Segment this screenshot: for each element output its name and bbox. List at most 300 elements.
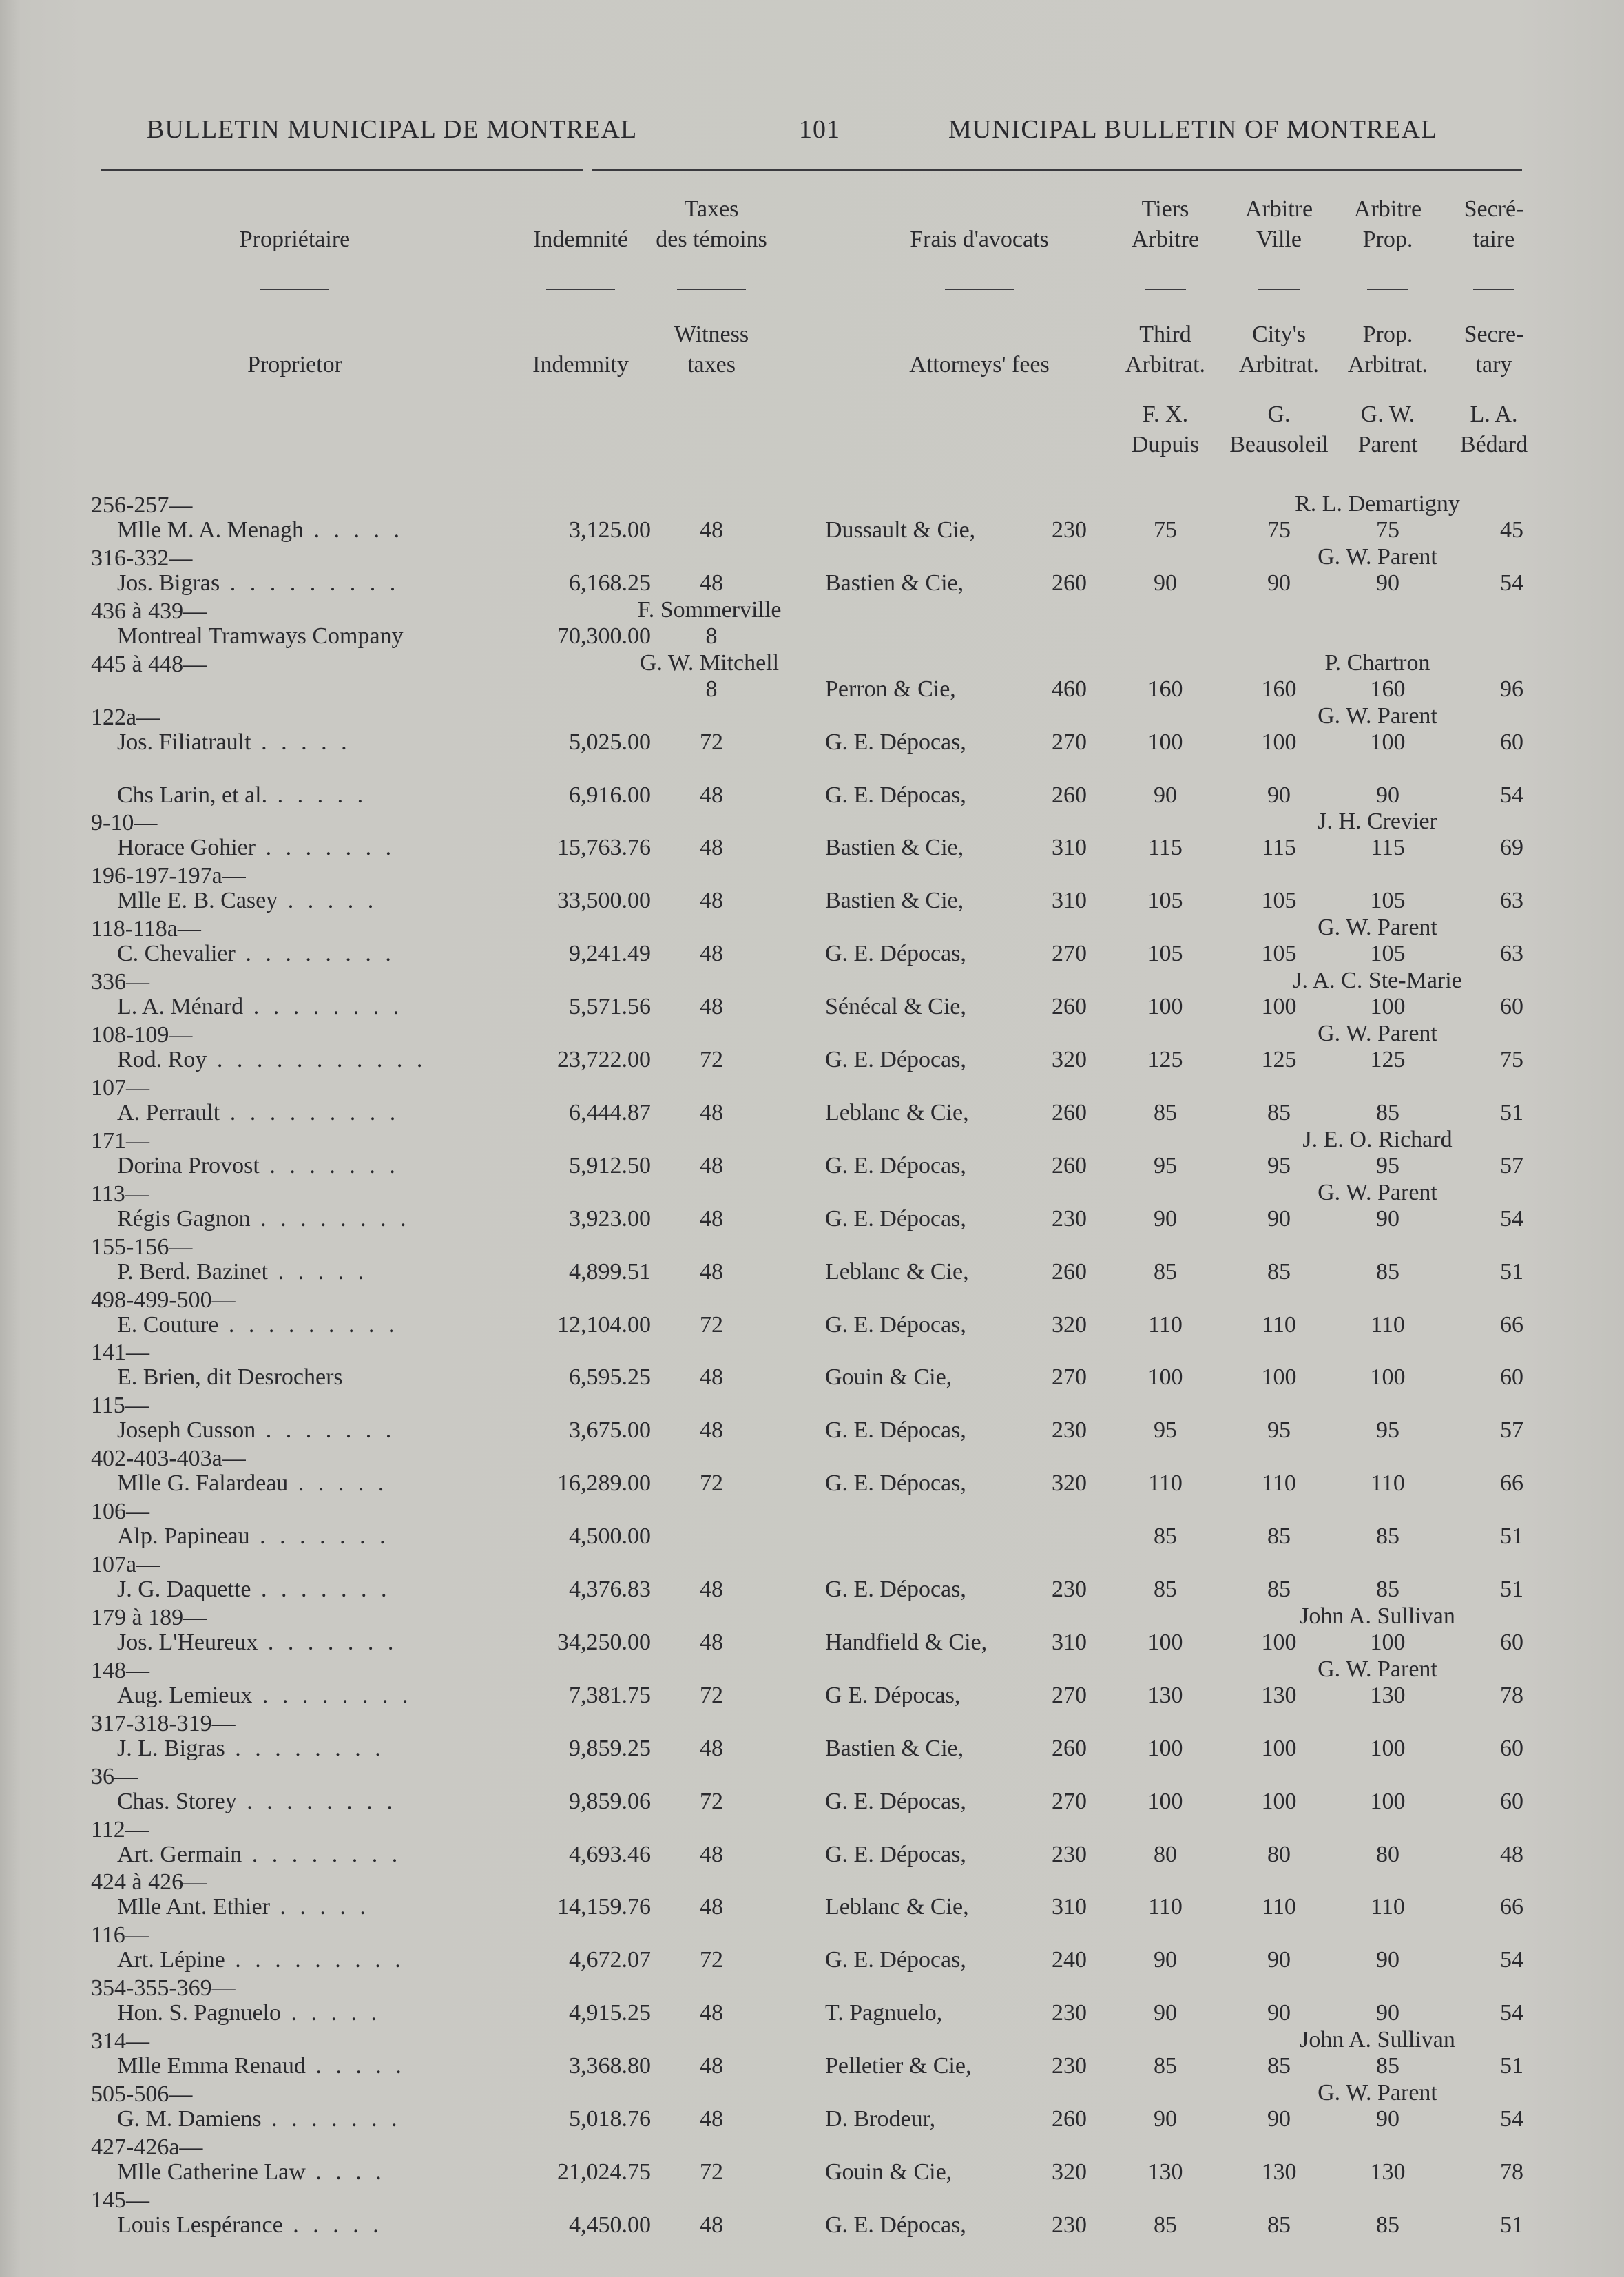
city-arbitrator-fee: 115 xyxy=(1262,835,1296,860)
secretary-fee: 57 xyxy=(1500,1153,1523,1178)
city-arbitrator-fee: 80 xyxy=(1267,1842,1291,1867)
third-arbitrator-fee: 105 xyxy=(1147,888,1183,913)
city-arbitrator-fee: 130 xyxy=(1261,2159,1297,2185)
third-arbitrator-fee: 90 xyxy=(1154,1947,1177,1973)
header-dash xyxy=(260,289,329,290)
secretary-fee: 78 xyxy=(1500,2159,1523,2185)
witness-tax-value: 72 xyxy=(700,1312,723,1338)
prop-arbitrator-fee: 90 xyxy=(1376,1206,1399,1231)
lot-number: 155-156— xyxy=(91,1234,193,1260)
third-arbitrator-fee: 85 xyxy=(1154,1259,1177,1285)
attorney-name: G. E. Dépocas, xyxy=(825,1789,966,1814)
lot-number: 107a— xyxy=(91,1552,160,1577)
attorney-name: Sénécal & Cie, xyxy=(825,994,966,1019)
header-dash xyxy=(1145,289,1186,290)
attorney-fee-value: 230 xyxy=(1052,1206,1087,1231)
col-header-fr-proprietor: Propriétaire xyxy=(239,227,351,252)
attorney-name: Gouin & Cie, xyxy=(825,2159,952,2185)
witness-tax-value: 72 xyxy=(700,729,723,755)
third-arbitrator-fee: 90 xyxy=(1154,782,1177,808)
lot-number: 122a— xyxy=(91,705,160,730)
witness-tax-value: 72 xyxy=(700,2159,723,2185)
proprietor-name: Hon. S. Pagnuelo . . . . . xyxy=(117,2000,381,2026)
attorney-name: Dussault & Cie, xyxy=(825,517,976,543)
witness-tax-value: 72 xyxy=(700,1470,723,1496)
secretary-fee: 60 xyxy=(1500,1789,1523,1814)
attorney-fee-value: 230 xyxy=(1052,517,1087,543)
proprietor-name: Chas. Storey . . . . . . . . xyxy=(117,1789,397,1814)
col-header-en-prop-arbitrator: Prop. Arbitrat. xyxy=(1347,322,1428,377)
proprietor-name: C. Chevalier . . . . . . . . xyxy=(117,941,395,966)
attorney-fee-value: 310 xyxy=(1052,1630,1087,1655)
lot-number: 427-426a— xyxy=(91,2134,203,2160)
third-arbitrator-fee: 110 xyxy=(1148,1312,1183,1338)
lot-number: 108-109— xyxy=(91,1022,193,1048)
secretary-fee: 54 xyxy=(1500,782,1523,808)
prop-arbitrator-fee: 110 xyxy=(1371,1470,1405,1496)
attorney-name: Leblanc & Cie, xyxy=(825,1894,969,1920)
col-header-person: G. Beausoleil xyxy=(1229,402,1329,457)
city-arbitrator-fee: 100 xyxy=(1261,994,1297,1019)
indemnity-value: 14,159.76 xyxy=(557,1894,651,1920)
third-arbitrator-fee: 100 xyxy=(1147,729,1183,755)
secretary-fee: 66 xyxy=(1500,1470,1523,1496)
arbitrator-name: G. W. Parent xyxy=(1318,1180,1437,1205)
prop-arbitrator-fee: 85 xyxy=(1376,1577,1399,1602)
third-arbitrator-fee: 90 xyxy=(1154,570,1177,596)
secretary-fee: 60 xyxy=(1500,729,1523,755)
secretary-fee: 54 xyxy=(1500,2000,1523,2026)
proprietor-name: Joseph Cusson . . . . . . . xyxy=(117,1417,396,1443)
third-arbitrator-fee: 115 xyxy=(1148,835,1183,860)
attorney-name: Gouin & Cie, xyxy=(825,1364,952,1390)
indemnity-value: 33,500.00 xyxy=(557,888,651,913)
col-header-en-attorneys-fees: Attorneys' fees xyxy=(909,352,1050,377)
indemnity-value: 4,376.83 xyxy=(569,1577,651,1602)
indemnity-value: 34,250.00 xyxy=(557,1630,651,1655)
prop-arbitrator-fee: 85 xyxy=(1376,2212,1399,2238)
proprietor-name: Jos. Filiatrault . . . . . xyxy=(117,729,351,755)
arbitrator-name: J. E. O. Richard xyxy=(1302,1127,1453,1152)
city-arbitrator-fee: 85 xyxy=(1267,1524,1291,1549)
witness-tax-value: 48 xyxy=(700,570,723,596)
third-arbitrator-fee: 85 xyxy=(1154,1524,1177,1549)
arbitrator-name: G. W. Parent xyxy=(1318,915,1437,940)
third-arbitrator-fee: 100 xyxy=(1147,1630,1183,1655)
proprietor-name: L. A. Ménard . . . . . . . . xyxy=(117,994,404,1019)
attorney-fee-value: 310 xyxy=(1052,835,1087,860)
third-arbitrator-fee: 160 xyxy=(1147,676,1183,702)
third-arbitrator-fee: 130 xyxy=(1147,2159,1183,2185)
lot-number: 505-506— xyxy=(91,2081,193,2107)
secretary-fee: 60 xyxy=(1500,994,1523,1019)
attorney-fee-value: 320 xyxy=(1052,1312,1087,1338)
third-arbitrator-fee: 80 xyxy=(1154,1842,1177,1867)
proprietor-name: Aug. Lemieux . . . . . . . . xyxy=(117,1683,413,1708)
witness-tax-value: 48 xyxy=(700,1630,723,1655)
third-arbitrator-fee: 110 xyxy=(1148,1894,1183,1920)
proprietor-name: Jos. Bigras . . . . . . . . . xyxy=(117,570,400,596)
lot-number: 402-403-403a— xyxy=(91,1446,246,1471)
attorney-name: Bastien & Cie, xyxy=(825,888,964,913)
indemnity-value: 70,300.00 xyxy=(557,623,651,649)
attorney-name: G. E. Dépocas, xyxy=(825,1577,966,1602)
prop-arbitrator-fee: 90 xyxy=(1376,2106,1399,2132)
city-arbitrator-fee: 90 xyxy=(1267,570,1291,596)
attorney-fee-value: 260 xyxy=(1052,1259,1087,1285)
third-arbitrator-fee: 100 xyxy=(1147,994,1183,1019)
header-right: MUNICIPAL BULLETIN OF MONTREAL xyxy=(948,115,1438,144)
prop-arbitrator-fee: 125 xyxy=(1370,1047,1406,1072)
indemnity-value: 4,693.46 xyxy=(569,1842,651,1867)
prop-arbitrator-fee: 100 xyxy=(1370,1630,1406,1655)
attorney-fee-value: 260 xyxy=(1052,2106,1087,2132)
attorney-fee-value: 320 xyxy=(1052,2159,1087,2185)
attorney-name: Bastien & Cie, xyxy=(825,835,964,860)
indemnity-value: 5,912.50 xyxy=(569,1153,651,1178)
third-arbitrator-fee: 85 xyxy=(1154,1577,1177,1602)
city-arbitrator-fee: 85 xyxy=(1267,2212,1291,2238)
secretary-fee: 69 xyxy=(1500,835,1523,860)
secretary-fee: 96 xyxy=(1500,676,1523,702)
lot-number: 196-197-197a— xyxy=(91,863,246,888)
secretary-fee: 51 xyxy=(1500,1100,1523,1125)
witness-name: F. Sommerville xyxy=(637,597,782,623)
secretary-fee: 45 xyxy=(1500,517,1523,543)
secretary-fee: 54 xyxy=(1500,1206,1523,1231)
proprietor-name: G. M. Damiens . . . . . . . xyxy=(117,2106,402,2132)
prop-arbitrator-fee: 100 xyxy=(1370,994,1406,1019)
attorney-fee-value: 270 xyxy=(1052,1789,1087,1814)
secretary-fee: 60 xyxy=(1500,1630,1523,1655)
col-header-en-witness-taxes: Witness taxes xyxy=(674,322,749,377)
secretary-fee: 57 xyxy=(1500,1417,1523,1443)
third-arbitrator-fee: 90 xyxy=(1154,2106,1177,2132)
proprietor-name: Mlle M. A. Menagh . . . . . xyxy=(117,517,404,543)
secretary-fee: 78 xyxy=(1500,1683,1523,1708)
secretary-fee: 54 xyxy=(1500,2106,1523,2132)
lot-number: 113— xyxy=(91,1181,149,1207)
third-arbitrator-fee: 105 xyxy=(1147,941,1183,966)
attorney-name: G. E. Dépocas, xyxy=(825,1312,966,1338)
arbitrator-name: John A. Sullivan xyxy=(1300,2027,1455,2052)
indemnity-value: 6,168.25 xyxy=(569,570,651,596)
third-arbitrator-fee: 100 xyxy=(1147,1736,1183,1761)
attorney-fee-value: 310 xyxy=(1052,888,1087,913)
prop-arbitrator-fee: 100 xyxy=(1370,1789,1406,1814)
prop-arbitrator-fee: 90 xyxy=(1376,1947,1399,1973)
lot-number: 148— xyxy=(91,1658,149,1683)
prop-arbitrator-fee: 80 xyxy=(1376,1842,1399,1867)
indemnity-value: 5,571.56 xyxy=(569,994,651,1019)
indemnity-value: 3,675.00 xyxy=(569,1417,651,1443)
city-arbitrator-fee: 75 xyxy=(1267,517,1291,543)
city-arbitrator-fee: 95 xyxy=(1267,1417,1291,1443)
proprietor-name: J. G. Daquette . . . . . . . xyxy=(117,1577,391,1602)
lot-number: 336— xyxy=(91,969,149,995)
col-header-fr-attorneys-fees: Frais d'avocats xyxy=(910,227,1049,252)
lot-number: 106— xyxy=(91,1499,149,1524)
attorney-fee-value: 310 xyxy=(1052,1894,1087,1920)
lot-number: 118-118a— xyxy=(91,916,201,942)
prop-arbitrator-fee: 85 xyxy=(1376,1524,1399,1549)
prop-arbitrator-fee: 100 xyxy=(1370,1364,1406,1390)
arbitrator-name: G. W. Parent xyxy=(1318,703,1437,729)
city-arbitrator-fee: 110 xyxy=(1262,1894,1296,1920)
lot-number: 116— xyxy=(91,1922,149,1948)
attorney-fee-value: 230 xyxy=(1052,1842,1087,1867)
attorney-name: G. E. Dépocas, xyxy=(825,1206,966,1231)
lot-number: 445 à 448— xyxy=(91,652,207,677)
city-arbitrator-fee: 90 xyxy=(1267,2106,1291,2132)
witness-tax-value: 48 xyxy=(700,994,723,1019)
proprietor-name: Mlle E. B. Casey . . . . . xyxy=(117,888,378,913)
attorney-name: D. Brodeur, xyxy=(825,2106,936,2132)
col-header-person: L. A. Bédard xyxy=(1459,402,1528,457)
attorney-fee-value: 260 xyxy=(1052,782,1087,808)
proprietor-name: E. Brien, dit Desrochers xyxy=(117,1364,343,1390)
attorney-fee-value: 320 xyxy=(1052,1470,1087,1496)
city-arbitrator-fee: 130 xyxy=(1261,1683,1297,1708)
secretary-fee: 48 xyxy=(1500,1842,1523,1867)
proprietor-name: Mlle Ant. Ethier . . . . . xyxy=(117,1894,370,1920)
prop-arbitrator-fee: 85 xyxy=(1376,1100,1399,1125)
city-arbitrator-fee: 110 xyxy=(1262,1470,1296,1496)
prop-arbitrator-fee: 85 xyxy=(1376,1259,1399,1285)
third-arbitrator-fee: 90 xyxy=(1154,1206,1177,1231)
witness-tax-value: 48 xyxy=(700,782,723,808)
col-header-en-secretary: Secre- tary xyxy=(1464,322,1524,377)
indemnity-value: 3,923.00 xyxy=(569,1206,651,1231)
indemnity-value: 21,024.75 xyxy=(557,2159,651,2185)
header-left: BULLETIN MUNICIPAL DE MONTREAL xyxy=(147,115,638,144)
indemnity-value: 4,500.00 xyxy=(569,1524,651,1549)
attorney-name: G. E. Dépocas, xyxy=(825,1047,966,1072)
witness-tax-value: 48 xyxy=(700,2106,723,2132)
indemnity-value: 4,899.51 xyxy=(569,1259,651,1285)
attorney-fee-value: 230 xyxy=(1052,1417,1087,1443)
attorney-name: G E. Dépocas, xyxy=(825,1683,961,1708)
col-header-person: G. W. Parent xyxy=(1357,402,1418,457)
lot-number: 316-332— xyxy=(91,545,193,571)
attorney-name: G. E. Dépocas, xyxy=(825,1947,966,1973)
prop-arbitrator-fee: 105 xyxy=(1370,888,1406,913)
secretary-fee: 51 xyxy=(1500,1524,1523,1549)
proprietor-name: Mlle G. Falardeau . . . . . xyxy=(117,1470,388,1496)
proprietor-name: Mlle Emma Renaud . . . . . xyxy=(117,2053,406,2079)
attorney-fee-value: 230 xyxy=(1052,1577,1087,1602)
witness-tax-value: 48 xyxy=(700,1259,723,1285)
indemnity-value: 4,915.25 xyxy=(569,2000,651,2026)
attorney-fee-value: 230 xyxy=(1052,2000,1087,2026)
lot-number: 498-499-500— xyxy=(91,1287,236,1313)
city-arbitrator-fee: 85 xyxy=(1267,1577,1291,1602)
attorney-name: G. E. Dépocas, xyxy=(825,729,966,755)
page-number: 101 xyxy=(799,115,840,144)
secretary-fee: 54 xyxy=(1500,570,1523,596)
indemnity-value: 6,444.87 xyxy=(569,1100,651,1125)
prop-arbitrator-fee: 160 xyxy=(1370,676,1406,702)
indemnity-value: 9,241.49 xyxy=(569,941,651,966)
indemnity-value: 6,916.00 xyxy=(569,782,651,808)
third-arbitrator-fee: 100 xyxy=(1147,1364,1183,1390)
attorney-name: G. E. Dépocas, xyxy=(825,1417,966,1443)
proprietor-name: Montreal Tramways Company xyxy=(117,623,404,649)
col-header-fr-prop-arbitrator: Arbitre Prop. xyxy=(1353,196,1422,252)
city-arbitrator-fee: 90 xyxy=(1267,2000,1291,2026)
attorney-name: Perron & Cie, xyxy=(825,676,956,702)
arbitrator-name: J. A. C. Ste-Marie xyxy=(1293,968,1462,993)
witness-tax-value: 48 xyxy=(700,1153,723,1178)
attorney-fee-value: 230 xyxy=(1052,2053,1087,2079)
attorney-fee-value: 270 xyxy=(1052,1683,1087,1708)
attorney-fee-value: 260 xyxy=(1052,994,1087,1019)
proprietor-name: Rod. Roy . . . . . . . . . . . xyxy=(117,1047,427,1072)
col-header-fr-secretary: Secré- taire xyxy=(1464,196,1524,252)
attorney-fee-value: 240 xyxy=(1052,1947,1087,1973)
col-header-en-city-arbitrator: City's Arbitrat. xyxy=(1238,322,1320,377)
indemnity-value: 4,450.00 xyxy=(569,2212,651,2238)
prop-arbitrator-fee: 90 xyxy=(1376,2000,1399,2026)
city-arbitrator-fee: 90 xyxy=(1267,782,1291,808)
proprietor-name: Art. Lépine . . . . . . . . . xyxy=(117,1947,405,1973)
attorney-fee-value: 260 xyxy=(1052,570,1087,596)
witness-tax-value: 48 xyxy=(700,1736,723,1761)
city-arbitrator-fee: 85 xyxy=(1267,1100,1291,1125)
attorney-fee-value: 260 xyxy=(1052,1153,1087,1178)
attorney-name: Pelletier & Cie, xyxy=(825,2053,972,2079)
secretary-fee: 51 xyxy=(1500,1259,1523,1285)
attorney-name: Handfield & Cie, xyxy=(825,1630,988,1655)
third-arbitrator-fee: 85 xyxy=(1154,2053,1177,2079)
attorney-fee-value: 320 xyxy=(1052,1047,1087,1072)
third-arbitrator-fee: 125 xyxy=(1147,1047,1183,1072)
attorney-fee-value: 460 xyxy=(1052,676,1087,702)
witness-tax-value: 8 xyxy=(705,623,718,649)
lot-number: 436 à 439— xyxy=(91,599,207,624)
secretary-fee: 63 xyxy=(1500,888,1523,913)
witness-tax-value: 48 xyxy=(700,1577,723,1602)
city-arbitrator-fee: 100 xyxy=(1261,729,1297,755)
col-header-fr-witness-taxes: Taxes des témoins xyxy=(656,196,767,252)
secretary-fee: 66 xyxy=(1500,1312,1523,1338)
city-arbitrator-fee: 100 xyxy=(1261,1736,1297,1761)
indemnity-value: 7,381.75 xyxy=(569,1683,651,1708)
attorney-name: G. E. Dépocas, xyxy=(825,1153,966,1178)
attorney-name: T. Pagnuelo, xyxy=(825,2000,943,2026)
lot-number: 107— xyxy=(91,1075,149,1101)
prop-arbitrator-fee: 110 xyxy=(1371,1312,1405,1338)
prop-arbitrator-fee: 75 xyxy=(1376,517,1399,543)
indemnity-value: 16,289.00 xyxy=(557,1470,651,1496)
attorney-name: Leblanc & Cie, xyxy=(825,1259,969,1285)
third-arbitrator-fee: 85 xyxy=(1154,1100,1177,1125)
attorney-name: Leblanc & Cie, xyxy=(825,1100,969,1125)
arbitrator-name: G. W. Parent xyxy=(1318,1021,1437,1046)
city-arbitrator-fee: 100 xyxy=(1261,1364,1297,1390)
lot-number: 314— xyxy=(91,2028,149,2054)
attorney-fee-value: 260 xyxy=(1052,1100,1087,1125)
city-arbitrator-fee: 100 xyxy=(1261,1789,1297,1814)
secretary-fee: 75 xyxy=(1500,1047,1523,1072)
attorney-name: G. E. Dépocas, xyxy=(825,2212,966,2238)
indemnity-value: 6,595.25 xyxy=(569,1364,651,1390)
lot-number: 317-318-319— xyxy=(91,1711,236,1736)
col-header-fr-city-arbitrator: Arbitre Ville xyxy=(1245,196,1313,252)
attorney-fee-value: 260 xyxy=(1052,1736,1087,1761)
witness-tax-value: 48 xyxy=(700,1417,723,1443)
header-dash xyxy=(1258,289,1300,290)
indemnity-value: 3,368.80 xyxy=(569,2053,651,2079)
city-arbitrator-fee: 125 xyxy=(1261,1047,1297,1072)
witness-tax-value: 48 xyxy=(700,2212,723,2238)
arbitrator-name: R. L. Demartigny xyxy=(1295,491,1460,517)
attorney-name: G. E. Dépocas, xyxy=(825,1470,966,1496)
attorney-name: G. E. Dépocas, xyxy=(825,782,966,808)
third-arbitrator-fee: 95 xyxy=(1154,1417,1177,1443)
witness-tax-value: 48 xyxy=(700,2053,723,2079)
arbitrator-name: G. W. Parent xyxy=(1318,544,1437,570)
lot-number: 9-10— xyxy=(91,810,158,835)
arbitrator-name: P. Chartron xyxy=(1324,650,1430,676)
witness-tax-value: 48 xyxy=(700,835,723,860)
prop-arbitrator-fee: 100 xyxy=(1370,729,1406,755)
indemnity-value: 5,018.76 xyxy=(569,2106,651,2132)
lot-number: 354-355-369— xyxy=(91,1975,236,2001)
city-arbitrator-fee: 85 xyxy=(1267,2053,1291,2079)
proprietor-name: Louis Lespérance . . . . . xyxy=(117,2212,383,2238)
indemnity-value: 3,125.00 xyxy=(569,517,651,543)
witness-tax-value: 72 xyxy=(700,1947,723,1973)
col-header-fr-indemnity: Indemnité xyxy=(533,227,628,252)
witness-tax-value: 48 xyxy=(700,941,723,966)
proprietor-name: Régis Gagnon . . . . . . . . xyxy=(117,1206,410,1231)
header-dash xyxy=(1367,289,1408,290)
proprietor-name: Horace Gohier . . . . . . . xyxy=(117,835,396,860)
lot-number: 115— xyxy=(91,1393,149,1418)
lot-number: 256-257— xyxy=(91,492,193,518)
proprietor-name: Mlle Catherine Law . . . . xyxy=(117,2159,386,2185)
third-arbitrator-fee: 100 xyxy=(1147,1789,1183,1814)
attorney-fee-value: 270 xyxy=(1052,1364,1087,1390)
proprietor-name: Chs Larin, et al. . . . . . xyxy=(117,782,368,808)
witness-tax-value: 72 xyxy=(700,1047,723,1072)
prop-arbitrator-fee: 100 xyxy=(1370,1736,1406,1761)
attorney-fee-value: 230 xyxy=(1052,2212,1087,2238)
city-arbitrator-fee: 160 xyxy=(1261,676,1297,702)
prop-arbitrator-fee: 115 xyxy=(1371,835,1405,860)
witness-tax-value: 72 xyxy=(700,1683,723,1708)
col-header-person: F. X. Dupuis xyxy=(1131,402,1200,457)
city-arbitrator-fee: 85 xyxy=(1267,1259,1291,1285)
proprietor-name: J. L. Bigras . . . . . . . . xyxy=(117,1736,385,1761)
witness-tax-value: 48 xyxy=(700,1894,723,1920)
secretary-fee: 54 xyxy=(1500,1947,1523,1973)
proprietor-name: A. Perrault . . . . . . . . . xyxy=(117,1100,400,1125)
city-arbitrator-fee: 90 xyxy=(1267,1947,1291,1973)
city-arbitrator-fee: 105 xyxy=(1261,888,1297,913)
witness-tax-value: 48 xyxy=(700,1842,723,1867)
prop-arbitrator-fee: 90 xyxy=(1376,570,1399,596)
attorney-fee-value: 270 xyxy=(1052,729,1087,755)
attorney-fee-value: 270 xyxy=(1052,941,1087,966)
secretary-fee: 51 xyxy=(1500,1577,1523,1602)
col-header-en-indemnity: Indemnity xyxy=(532,352,629,377)
secretary-fee: 51 xyxy=(1500,2212,1523,2238)
city-arbitrator-fee: 95 xyxy=(1267,1153,1291,1178)
lot-number: 424 à 426— xyxy=(91,1869,207,1895)
witness-tax-value: 8 xyxy=(705,676,718,702)
